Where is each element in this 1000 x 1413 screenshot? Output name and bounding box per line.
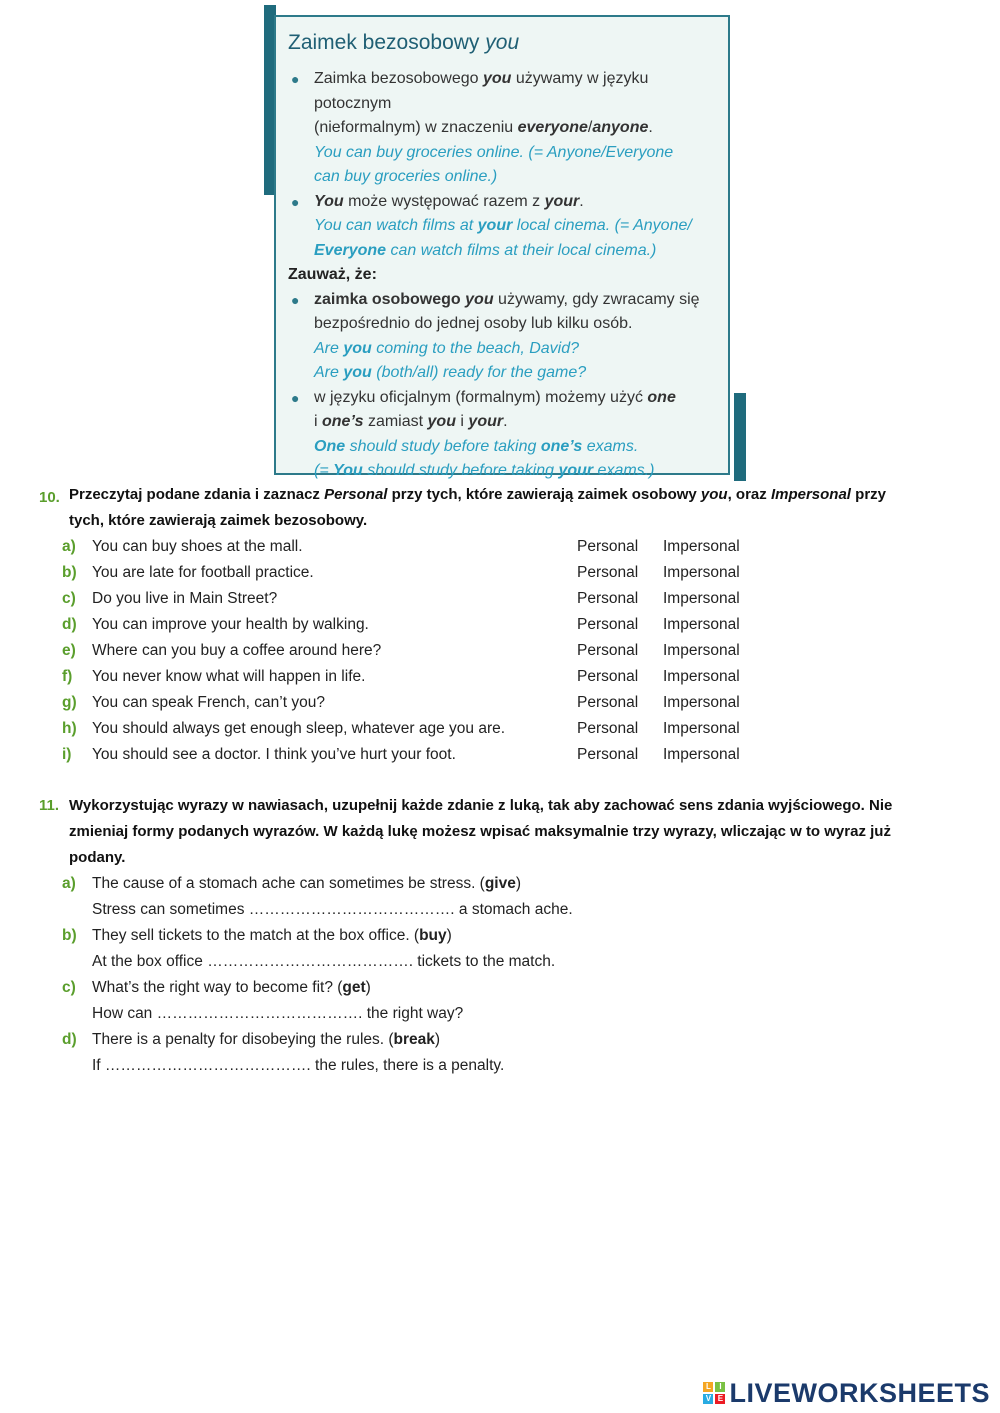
option-impersonal[interactable]: Impersonal: [663, 564, 740, 581]
decorative-bar: [734, 393, 746, 481]
grammar-rule: ● w języku oficjalnym (formalnym) możemy użyć one i one’s zamiast you i your. One should study before taking one’s exams. (= You should study before taking your exams.): [288, 386, 716, 484]
option-impersonal[interactable]: Impersonal: [663, 642, 740, 659]
option-impersonal[interactable]: Impersonal: [663, 590, 740, 607]
option-personal[interactable]: Personal: [577, 616, 639, 633]
logo-mark-icon: L I V E: [703, 1382, 725, 1404]
option-personal[interactable]: Personal: [577, 746, 639, 763]
exercise-item: [62, 638, 762, 664]
exercise-item: [62, 560, 762, 586]
exercise-item: [62, 534, 762, 560]
exercise-item: [62, 975, 762, 1001]
exercise-instruction: Przeczytaj podane zdania i zaznacz Personal przy tych, które zawierają zaimek osobowy you, oraz Impersonal przy tych, które zawierają zaimek bezosobowy.: [69, 486, 886, 529]
exercise-number: 10.: [39, 489, 60, 506]
grammar-note-heading: Zauważ, że:: [288, 266, 377, 283]
item-sentence: Do you live in Main Street?: [92, 590, 278, 607]
key-word: buy: [419, 927, 447, 944]
item-sentence: The cause of a stomach ache can sometimes be stress. (give): [92, 875, 522, 892]
exercise-item: [62, 742, 762, 768]
item-letter: i): [62, 746, 72, 763]
exercise-item: [62, 664, 762, 690]
grammar-box-panel: [274, 15, 730, 479]
answer-gap[interactable]: ………………………………….: [104, 1057, 311, 1074]
option-personal[interactable]: Personal: [577, 668, 639, 685]
option-personal[interactable]: Personal: [577, 538, 639, 555]
option-impersonal[interactable]: Impersonal: [663, 720, 740, 737]
item-sentence: They sell tickets to the match at the box office. (buy): [92, 927, 452, 944]
item-letter: f): [62, 668, 73, 685]
item-letter: c): [62, 979, 76, 996]
item-sentence: There is a penalty for disobeying the rules. (break): [92, 1031, 441, 1048]
item-sentence: You should always get enough sleep, whatever age you are.: [92, 720, 506, 737]
gap-sentence: How can …………………………………. the right way?: [92, 1005, 464, 1022]
item-letter: a): [62, 875, 76, 892]
answer-gap[interactable]: ………………………………….: [248, 901, 455, 918]
item-letter: b): [62, 927, 77, 944]
item-letter: d): [62, 1031, 77, 1048]
key-word: break: [393, 1031, 435, 1048]
gap-sentence: At the box office …………………………………. tickets to the match.: [92, 953, 556, 970]
item-sentence: You never know what will happen in life.: [92, 668, 366, 685]
grammar-box-title: Zaimek bezosobowy you: [288, 31, 520, 54]
exercise-item: [62, 716, 762, 742]
key-word: give: [484, 875, 516, 892]
exercise-item: [62, 586, 762, 612]
option-personal[interactable]: Personal: [577, 564, 639, 581]
item-sentence: You are late for football practice.: [92, 564, 314, 581]
item-sentence: You can buy shoes at the mall.: [92, 538, 303, 555]
item-letter: d): [62, 616, 77, 633]
exercise-item: [62, 923, 762, 949]
option-impersonal[interactable]: Impersonal: [663, 668, 740, 685]
option-impersonal[interactable]: Impersonal: [663, 694, 740, 711]
grammar-box: [264, 5, 746, 481]
exercise-instruction: Wykorzystując wyrazy w nawiasach, uzupełnij każde zdanie z luką, tak aby zachować sens zdania wyjściowego. Nie zmieniaj formy podanych wyrazów. W każdą lukę możesz wpisać maksymalnie trzy wyrazy, wliczając w to wyraz już podany.: [69, 797, 893, 866]
bullet-icon: ●: [291, 389, 300, 406]
gap-sentence: If …………………………………. the rules, there is a penalty.: [92, 1057, 505, 1074]
gap-sentence: Stress can sometimes …………………………………. a stomach ache.: [92, 901, 573, 918]
option-impersonal[interactable]: Impersonal: [663, 746, 740, 763]
exercise-item: [62, 612, 762, 638]
item-letter: h): [62, 720, 77, 737]
option-impersonal[interactable]: Impersonal: [663, 538, 740, 555]
item-letter: b): [62, 564, 77, 581]
exercise-number: 11.: [39, 797, 60, 814]
item-letter: c): [62, 590, 76, 607]
item-sentence: You can improve your health by walking.: [92, 616, 369, 633]
option-impersonal[interactable]: Impersonal: [663, 616, 740, 633]
answer-gap[interactable]: ………………………………….: [156, 1005, 363, 1022]
liveworksheets-logo: [703, 1377, 990, 1409]
key-word: get: [342, 979, 366, 996]
option-personal[interactable]: Personal: [577, 720, 639, 737]
item-letter: g): [62, 694, 77, 711]
option-personal[interactable]: Personal: [577, 590, 639, 607]
bullet-icon: ●: [291, 193, 300, 210]
bullet-icon: ●: [291, 291, 300, 308]
option-personal[interactable]: Personal: [577, 694, 639, 711]
grammar-rule: ● Zaimka bezosobowego you używamy w języku potocznym (nieformalnym) w znaczeniu everyone/anyone. You can buy groceries online. (= Anyone/Everyone can buy groceries online.): [288, 67, 716, 190]
exercise-item: [62, 871, 762, 897]
grammar-rule: ● You może występować razem z your. You can watch films at your local cinema. (= Anyone/ Everyone can watch films at their local cinema.): [288, 190, 716, 264]
logo-text: LIVEWORKSHEETS: [729, 1377, 990, 1408]
item-sentence: You can speak French, can’t you?: [92, 694, 325, 711]
exercise-item: [62, 1027, 762, 1053]
item-letter: a): [62, 538, 76, 555]
grammar-rule: ● zaimka osobowego you używamy, gdy zwracamy się bezpośrednio do jednej osoby lub kilku osób. Are you coming to the beach, David? Are you (both/all) ready for the game?: [288, 288, 716, 386]
item-sentence: What’s the right way to become fit? (get): [92, 979, 371, 996]
item-letter: e): [62, 642, 76, 659]
option-personal[interactable]: Personal: [577, 642, 639, 659]
exercise-item: [62, 690, 762, 716]
answer-gap[interactable]: ………………………………….: [207, 953, 413, 970]
item-sentence: You should see a doctor. I think you’ve hurt your foot.: [92, 746, 456, 763]
bullet-icon: ●: [291, 71, 300, 87]
item-sentence: Where can you buy a coffee around here?: [92, 642, 382, 659]
